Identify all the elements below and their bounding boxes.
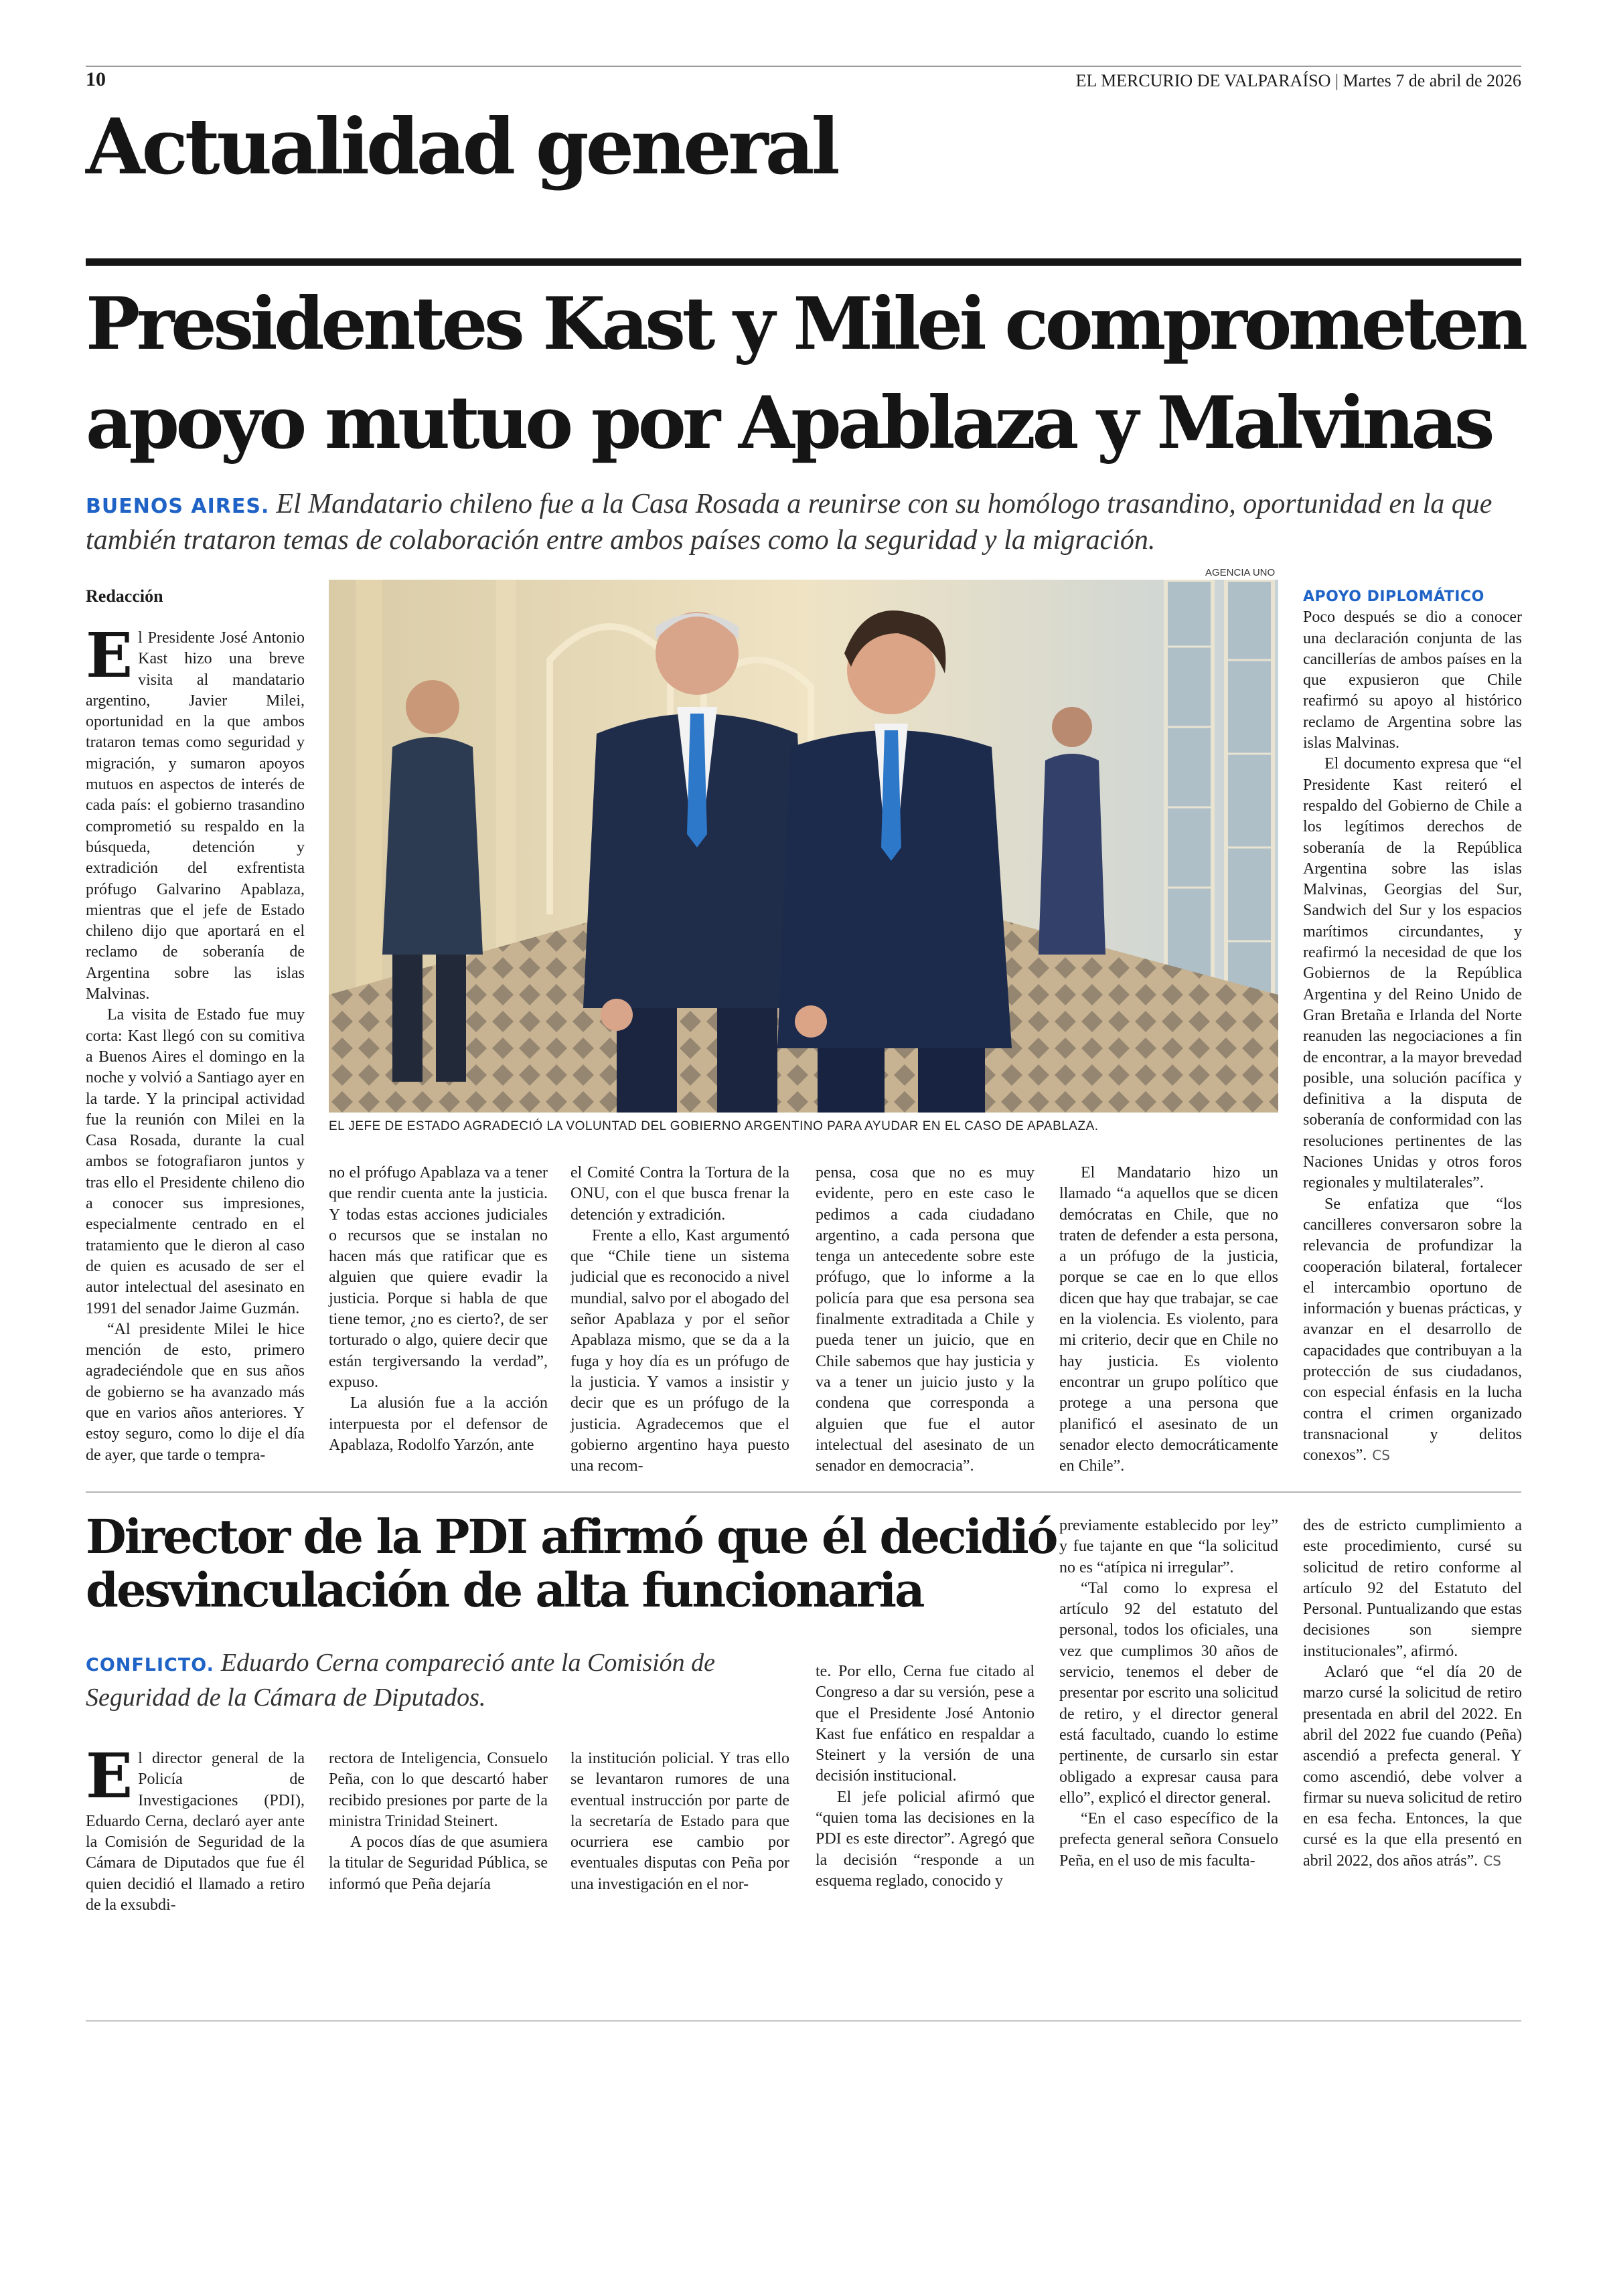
story1-column-5	[1059, 1163, 1278, 1477]
story1-col1-p1-text: l Presidente José Antonio Kast hizo una breve visita al mandatario argentino, Javier Milei, oportunidad en la que ambos trataron temas como seguridad y migración, y sumaron apoyos mutuos en aspectos de interés de cada país: el gobierno trasandino comprometió su respaldo en la búsqueda, detención y extradición del exfrentista prófugo Galvarino Apablaza, mientras que el jefe de Estado chileno dijo que aportará en el reclamo de soberanía de Argentina sobre las islas Malvinas.	[86, 629, 305, 1003]
masthead	[1076, 71, 1521, 91]
story1-column-2	[329, 1163, 548, 1456]
story2-column-5	[1059, 1515, 1278, 1872]
story2-column-4	[816, 1661, 1035, 1892]
photo-credit: AGENCIA UNO	[1205, 567, 1276, 578]
story1-col6-paragraph: Poco después se dio a conocer una declaración conjunta de las cancillerías de ambos países en la que expusieron que Chile reafirmó su apoyo al histórico reclamo de Argentina sobre las islas Malvinas.	[1303, 608, 1522, 752]
photo-caption: EL JEFE DE ESTADO AGRADECIÓ LA VOLUNTAD DEL GOBIERNO ARGENTINO PARA AYUDAR EN EL CASO DE APABLAZA.	[329, 1119, 1099, 1133]
story2-col4-paragraph: te. Por ello, Cerna fue citado al Congreso a dar su versión, pese a que el Presidente José Antonio Kast fue enfático en respaldar a Steinert y la versión de una decisión institucional.	[816, 1663, 1035, 1785]
story1-col6-paragraph: El documento expresa que “el Presidente Kast reiteró el respaldo del Gobierno de Chile a los legítimos derechos de soberanía de la República Argentina sobre las islas Malvinas, Georgias del Sur, Sandwich del Sur y los espacios marítimos circundantes, y reafirmó la necesidad de que los Gobiernos de la República Argentina y del Reino Unido de Gran Bretaña e Irlanda del Norte reanuden las negociaciones a fin de encontrar, a la mayor brevedad posible, una solución pacífica y definitiva a la disputa de soberanía de conformidad con las resoluciones pertinentes de las Naciones Unidas y otros foros regionales y multilaterales”.	[1303, 755, 1522, 1192]
story1-byline: Redacción	[86, 586, 163, 606]
masthead-separator: |	[1334, 71, 1339, 90]
story2-column-2	[329, 1748, 548, 1895]
story1-subhead: APOYO DIPLOMÁTICO	[1303, 588, 1484, 605]
story1-col6-p3-text: Se enfatiza que “los cancilleres conversaron sobre la relevancia de profundizar la cooperación bilateral, fortalecer el intercambio oportuno de información y buenas prácticas, y avanzar en el desarrollo de capacidades que contribuyan a la protección de sus ciudadanos, con especial énfasis en la lucha contra el crimen organizado transnacional y delitos conexos”.	[1303, 1195, 1522, 1465]
story1-col4-paragraph: pensa, cosa que no es muy evidente, pero en este caso le pedimos a cada ciudadano argentino, a cada persona que tenga un antecedente sobre este prófugo, que lo informe a la policía para que esa persona sea finalmente extraditada a Chile y pueda tener un juicio, que en Chile sabemos que hay justicia y va a tener un juicio justo y la condena que corresponda a alguien que fue el autor intelectual del asesinato de un senador en democracia”.	[816, 1164, 1035, 1475]
story2-column-1	[86, 1740, 305, 1916]
story1-column-3	[570, 1163, 789, 1477]
section-title: Actualidad general	[86, 102, 837, 191]
story2-column-6	[1303, 1515, 1522, 1872]
story2-col2-paragraph: A pocos días de que asumiera la titular de Seguridad Pública, se informó que Peña dejaría	[329, 1833, 548, 1893]
story1-col2-paragraph: no el prófugo Apablaza va a tener que rendir cuenta ante la justicia. Y todas estas acciones judiciales o recursos que se instalan no hacen más que ratificar que es alguien que quiere evadir la justicia. Porque si habla de que tiene temor, ¿no es cierto?, de ser torturado o algo, quiere decir que están tergiversando la verdad”, expuso.	[329, 1164, 548, 1391]
story2-deck-text: Eduardo Cerna compareció ante la Comisión de Seguridad de la Cámara de Diputados.	[86, 1649, 716, 1712]
publication-date: Martes 7 de abril de 2026	[1343, 71, 1521, 90]
story2-dropcap: E	[86, 1740, 133, 1812]
end-of-story-mark: CS	[1483, 1852, 1501, 1869]
story1-kicker: BUENOS AIRES.	[86, 495, 270, 518]
story2-col6-paragraph: des de estricto cumplimiento a este procedimiento, cursé su solicitud de retiro conforme al artículo 92 del Estatuto del Personal. Puntualizando que estas decisiones son siempre institucionales”, afirmó.	[1303, 1517, 1522, 1660]
story2-col1-p1-text: l director general de la Policía de Investigaciones (PDI), Eduardo Cerna, declaró ayer ante la Comisión de Seguridad de la Cámara de Diputados que fue él quien decidió el llamado a retiro de la exsubdi-	[86, 1750, 305, 1914]
story2-headline-line2: desvinculación de alta funcionaria	[86, 1562, 923, 1618]
section-rule	[86, 258, 1521, 266]
story1-col2-paragraph: La alusión fue a la acción interpuesta por el defensor de Apablaza, Rodolfo Yarzón, ante	[329, 1394, 548, 1454]
story1-dropcap: E	[86, 619, 133, 691]
story2-col5-paragraph: “Tal como lo expresa el artículo 92 del estatuto del personal, todos los oficiales, una vez que cumplimos 30 años de servicio, tenemos el deber de presentar por escrito una solicitud de retiro, y el director general está facultado, cuando lo estime pertinente, de cursarlo sin estar obligado a expresar causa para ello”, explicó el director general.	[1059, 1579, 1278, 1807]
story1-deck	[86, 487, 1525, 557]
newspaper-name: EL MERCURIO DE VALPARAÍSO	[1075, 71, 1331, 90]
story2-col1-paragraph	[86, 1740, 305, 1916]
top-rule	[86, 66, 1521, 67]
story2-col6-p2-text: Aclaró que “el día 20 de marzo cursé la solicitud de retiro presentada en abril del 2022. En abril del 2022 fue cuando (Peña) ascendió a prefecta general. Y como ascendió, debe volver a firmar su nueva solicitud de retiro en esa fecha. Entonces, la que cursé es la que ella presentó en abril 2022, dos años atrás”.	[1303, 1663, 1522, 1870]
story1-col1-paragraph: La visita de Estado fue muy corta: Kast llegó con su comitiva a Buenos Aires el domingo en la noche y volvió a Santiago ayer en la tarde. Y la principal actividad fue la reunión con Milei en la Casa Rosada, durante la cual ambos se fotografiaron juntos y tras ello el Presidente chileno dio a conocer sus impresiones, especialmente centrado en el tratamiento que le dieron al caso de quien es acusado de ser el autor intelectual del asesinato en 1991 del senador Jaime Guzmán.	[86, 1006, 305, 1317]
story1-column-1	[86, 619, 305, 1466]
story1-headline-line2: apoyo mutuo por Apablaza y Malvinas	[86, 381, 1492, 465]
story1-headline	[86, 274, 1545, 473]
story1-col1-paragraph	[86, 619, 305, 1005]
story2-col5-paragraph: previamente establecido por ley” y fue tajante en que “la solicitud no es “atípica ni irregular”.	[1059, 1517, 1278, 1576]
page-number: 10	[86, 68, 106, 90]
story1-column-4	[816, 1163, 1035, 1477]
end-of-story-mark: CS	[1372, 1447, 1390, 1464]
story2-col5-paragraph: “En el caso específico de la prefecta general señora Consuelo Peña, en el uso de mis faculta-	[1059, 1810, 1278, 1870]
bottom-rule	[86, 2020, 1521, 2022]
story1-column-6	[1303, 586, 1522, 1466]
story-divider	[86, 1491, 1521, 1493]
story2-col3-paragraph: la institución policial. Y tras ello se levantaron rumores de una eventual instrucción por parte de la secretaría de Estado para que ocurriera ese cambio por eventuales disputas con Peña por una investigación en el nor-	[570, 1750, 789, 1893]
story1-headline-line1: Presidentes Kast y Milei comprometen	[86, 282, 1525, 366]
story2-deck	[86, 1647, 802, 1714]
story2-column-3	[570, 1748, 789, 1895]
story1-col3-paragraph: Frente a ello, Kast argumentó que “Chile tiene un sistema judicial que es reconocido a nivel mundial, salvo por el abogado del señor Apablaza y por el señor Apablaza mismo, que se da a la fuga y hoy día es un prófugo de la justicia. Y vamos a insistir y decir que es un prófugo de la justicia. Agradecemos que el gobierno argentino haya puesto una recom-	[570, 1226, 789, 1475]
story1-photo	[329, 580, 1278, 1113]
story2-kicker: CONFLICTO.	[86, 1655, 214, 1675]
story2-col2-paragraph: rectora de Inteligencia, Consuelo Peña, con lo que descartó haber recibido presiones por parte de la ministra Trinidad Steinert.	[329, 1750, 548, 1830]
story2-headline	[86, 1510, 1077, 1617]
story1-deck-text: El Mandatario chileno fue a la Casa Rosada a reunirse con su homólogo trasandino, oportunidad en la que también trataron temas de colaboración entre ambos países como la seguridad y la migración.	[86, 489, 1493, 556]
story1-col6-paragraph	[1303, 1194, 1522, 1467]
story1-col3-paragraph: el Comité Contra la Tortura de la ONU, con el que busca frenar la detención y extradición.	[570, 1164, 789, 1224]
story2-col4-paragraph: El jefe policial afirmó que “quien toma las decisiones en la PDI es este director”. Agregó que la decisión “responde a un esquema reglado, conocido y	[816, 1788, 1035, 1890]
story2-headline-line1: Director de la PDI afirmó que él decidió	[86, 1509, 1057, 1564]
story1-col1-paragraph: “Al presidente Milei le hice mención de esto, primero agradeciéndole que en sus años de gobierno se ha avanzado más que en varios años anteriores. Y estoy seguro, como lo dije el día de ayer, que tarde o tempra-	[86, 1320, 305, 1464]
story2-col6-paragraph	[1303, 1662, 1522, 1872]
story1-col5-paragraph: El Mandatario hizo un llamado “a aquellos que se dicen demócratas en Chile, que no traten de defender a esta persona, a un prófugo de la justicia, porque se cae en lo que ellos dicen que hay que trabajar, se cae en la violencia. Es violento, para mi criterio, decir que en Chile no hay justicia. Es violento encontrar un grupo político que protege a una persona que planificó el asesinato de un senador electo democráticamente en Chile”.	[1059, 1164, 1278, 1475]
